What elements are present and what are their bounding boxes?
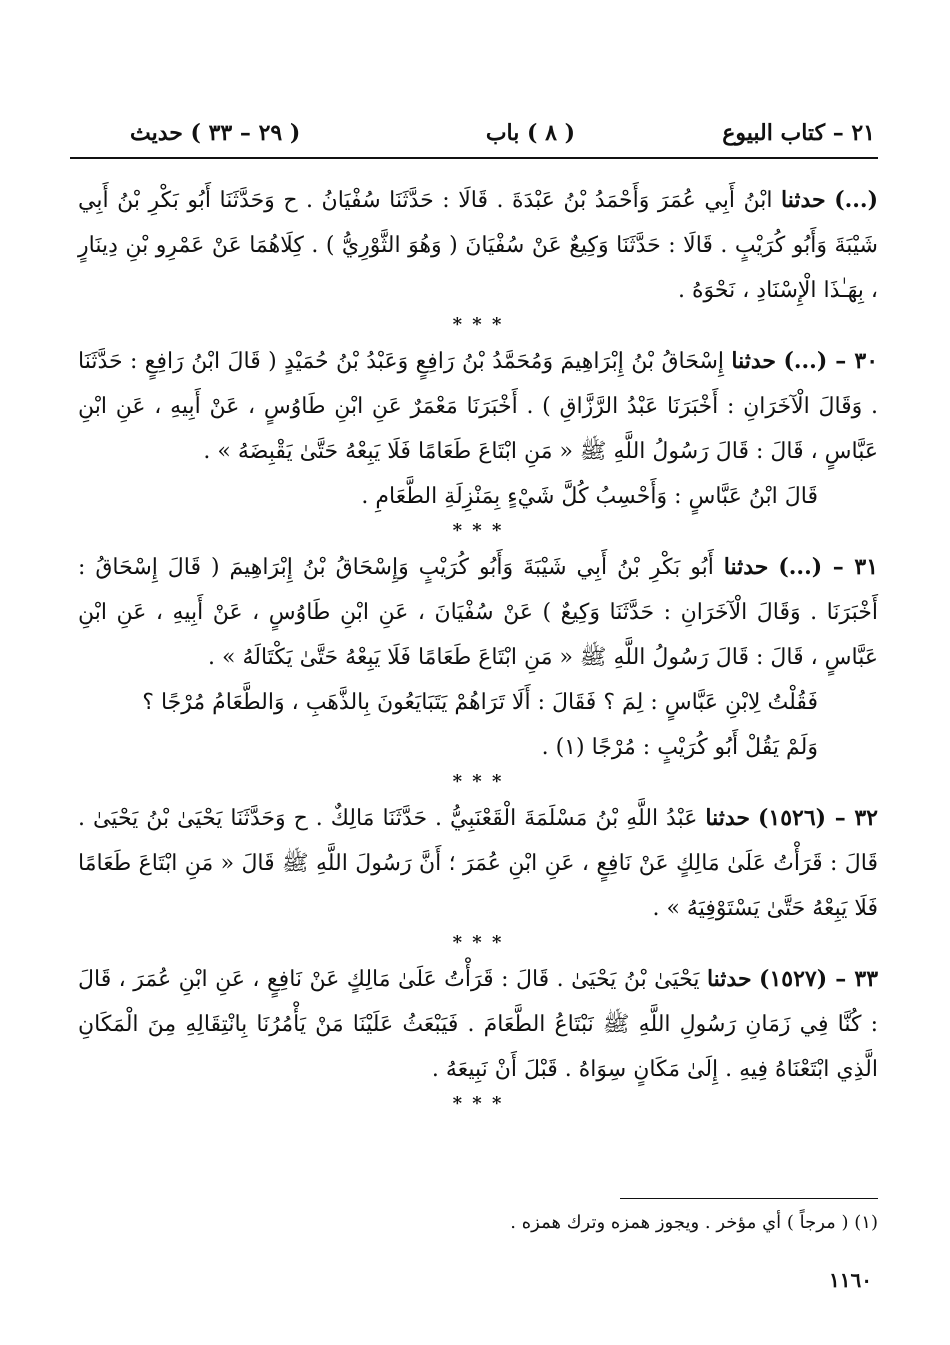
- hadith-lead-word: حدثنا: [781, 187, 826, 213]
- hadith-text: يَحْيَىٰ بْنُ يَحْيَىٰ . قَالَ : قَرَأْتُ عَلَىٰ مَالِكٍ عَنْ نَافِعٍ ، عَنِ ابْنِ عُمَرَ ، قَالَ : كُنَّا فِي زَمَانِ رَسُولِ اللَّهِ ﷺ نَبْتَاعُ الطَّعَامَ . فَيَبْعَثُ عَلَيْنَا مَنْ يَأْمُرُنَا بِانْتِقَالِهِ مِنَ الْمَكَانِ الَّذِي ابْتَعْنَاهُ فِيهِ . إِلَىٰ مَكَانٍ سِوَاهُ . قَبْلَ أَنْ نَبِيعَهُ .: [78, 967, 878, 1082]
- separator: * * *: [452, 932, 504, 953]
- hadith-body: [78, 178, 878, 1118]
- hadith-lead-word: حدثنا: [706, 966, 752, 992]
- footnote-rule: [620, 1198, 878, 1199]
- hadith-number: ٣١ – (...): [778, 554, 879, 580]
- hadith-number: ٣٠ – (...): [783, 348, 879, 374]
- separator: * * *: [452, 1093, 504, 1114]
- hadith-text: عَبْدُ اللَّهِ بْنُ مَسْلَمَةَ الْقَعْنَبِيُّ . حَدَّثَنَا مَالِكٌ . ح وَحَدَّثَنَا يَحْيَىٰ بْنُ يَحْيَىٰ . قَالَ : قَرَأْتُ عَلَىٰ مَالِكٍ عَنْ نَافِعٍ ، عَنِ ابْنِ عُمَرَ ؛ أَنَّ رَسُولَ اللَّهِ ﷺ قَالَ « مَنِ ابْتَاعَ طَعَامًا فَلَا يَبِعْهُ حَتَّىٰ يَسْتَوْفِيَهُ » .: [78, 806, 878, 921]
- hadith-comment-text: فَقُلْتُ لِابْنِ عَبَّاسٍ : لِمَ ؟ فَقَالَ : أَلَا تَرَاهُمْ يَتَبَايَعُونَ بِالذَّهَبِ ، وَالطَّعَامُ مُرْجًا ؟: [142, 690, 818, 715]
- header-hadith-range: ( ٢٩ – ٣٣ ) حديث: [130, 120, 301, 146]
- hadith-paragraph: [78, 339, 878, 474]
- hadith-comment: [78, 474, 878, 519]
- hadith-lead-word: حدثنا: [723, 554, 769, 580]
- hadith-text: ابْنُ أَبِي عُمَرَ وَأَحْمَدُ بْنُ عَبْدَةَ . قَالَا : حَدَّثَنَا سُفْيَانُ . ح وَحَدَّثَنَا أَبُو بَكْرِ بْنُ أَبِي شَيْبَةَ وَأَبُو كُرَيْبٍ . قَالَا : حَدَّثَنَا وَكِيعٌ عَنْ سُفْيَانَ ( وَهُوَ الثَّوْرِيُّ ) . كِلَاهُمَا عَنْ عَمْرِو بْنِ دِينَارٍ ، بِهَـٰذَا الْإِسْنَادِ ، نَحْوَهُ .: [78, 188, 878, 303]
- hadith-text: إِسْحَاقُ بْنُ إِبْرَاهِيمَ وَمُحَمَّدُ بْنُ رَافِعٍ وَعَبْدُ بْنُ حُمَيْدٍ ( قَالَ ابْنُ رَافِعٍ : حَدَّثَنَا . وَقَالَ الْآخَرَانِ : أَخْبَرَنَا عَبْدُ الرَّزَّاقِ ) . أَخْبَرَنَا مَعْمَرٌ عَنِ ابْنِ طَاوُسٍ ، عَنْ أَبِيهِ ، عَنِ ابْنِ عَبَّاسٍ ، قَالَ : قَالَ رَسُولُ اللَّهِ ﷺ « مَنِ ابْتَاعَ طَعَامًا فَلَا يَبِعْهُ حَتَّىٰ يَقْبِضَهُ » .: [78, 349, 878, 464]
- page-number: ١١٦٠: [829, 1268, 872, 1292]
- hadith-paragraph: [78, 796, 878, 931]
- running-header: [130, 120, 875, 156]
- hadith-paragraph: [78, 545, 878, 680]
- hadith-comment-text: وَلَمْ يَقُلْ أَبُو كُرَيْبٍ : مُرْجًا (١) .: [541, 735, 818, 760]
- header-book-title: ٢١ – كتاب البيوع: [722, 120, 875, 146]
- footnote: (١) ( مرجاً ) أي مؤخر . ويجوز همزه وترك همزه .: [510, 1212, 878, 1233]
- hadith-number: (...): [834, 187, 878, 213]
- header-rule: [70, 157, 878, 159]
- hadith-text: أَبُو بَكْرِ بْنُ أَبِي شَيْبَةَ وَأَبُو كُرَيْبٍ وَإِسْحَاقُ بْنُ إِبْرَاهِيمَ ( قَالَ إِسْحَاقُ : أَخْبَرَنَا . وَقَالَ الْآخَرَانِ : حَدَّثَنَا وَكِيعٌ ) عَنْ سُفْيَانَ ، عَنِ ابْنِ طَاوُسٍ ، عَنْ أَبِيهِ ، عَنِ ابْنِ عَبَّاسٍ ، قَالَ : قَالَ رَسُولُ اللَّهِ ﷺ « مَنِ ابْتَاعَ طَعَامًا فَلَا يَبِعْهُ حَتَّىٰ يَكْتَالَهُ » .: [78, 555, 878, 670]
- hadith-number: ٣٢ – (١٥٢٦): [757, 805, 878, 831]
- hadith-paragraph: [78, 178, 878, 313]
- separator: * * *: [452, 520, 504, 541]
- hadith-lead-word: حدثنا: [705, 805, 750, 831]
- separator: * * *: [452, 771, 504, 792]
- hadith-comment: [78, 680, 878, 725]
- hadith-number: ٣٣ – (١٥٢٧): [759, 966, 879, 992]
- hadith-comment-text: قَالَ ابْنُ عَبَّاسٍ : وَأَحْسِبُ كُلَّ شَيْءٍ بِمَنْزِلَةِ الطَّعَامِ .: [361, 484, 818, 509]
- separator: * * *: [452, 314, 504, 335]
- hadith-comment: [78, 725, 878, 770]
- hadith-lead-word: حدثنا: [731, 348, 777, 374]
- header-chapter: ( ٨ ) باب: [485, 120, 575, 146]
- hadith-paragraph: [78, 957, 878, 1092]
